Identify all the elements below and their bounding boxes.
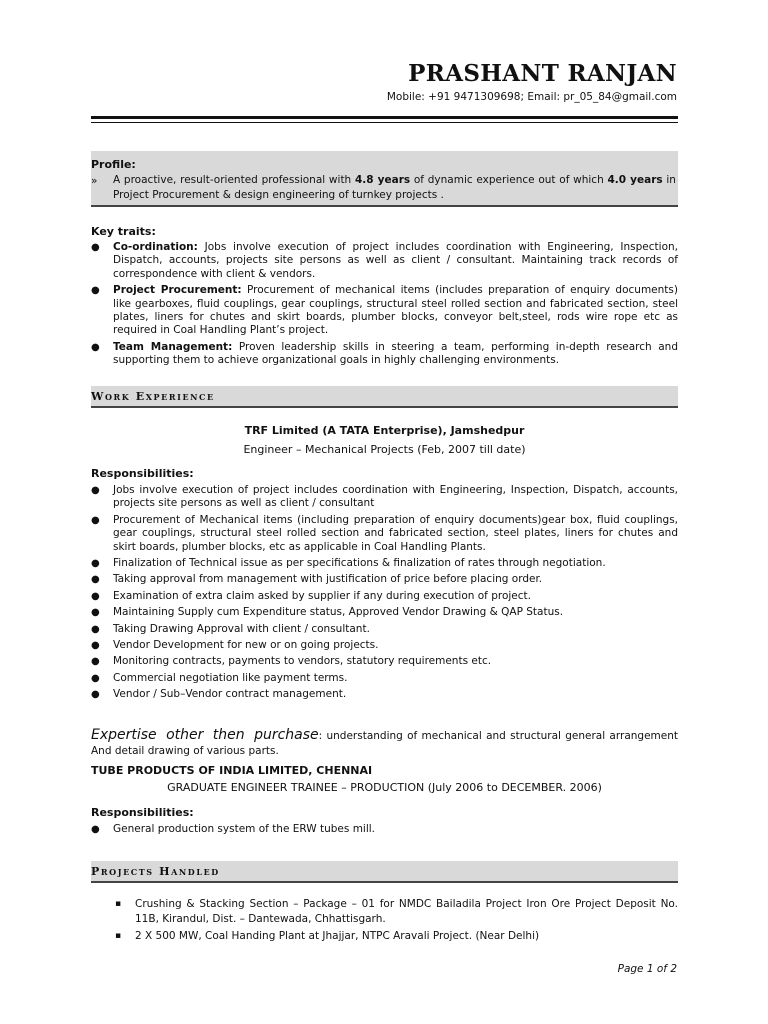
list-item — [91, 623, 678, 636]
projects-heading: Projects Handled — [91, 865, 220, 878]
expertise-paragraph — [91, 728, 678, 759]
responsibility-text: Vendor / Sub–Vendor contract management. — [113, 688, 347, 701]
responsibilities-title-2: Responsibilities: — [91, 806, 194, 819]
expertise-text: : understanding of mechanical and structural general arrangement And detail drawing of various parts. — [91, 730, 678, 757]
bullet-icon: ● — [91, 341, 100, 353]
bullet-icon: ● — [91, 607, 100, 619]
responsibilities-list — [91, 484, 678, 702]
projects-banner — [91, 861, 678, 883]
bullet-icon: ● — [91, 285, 100, 297]
responsibilities-list-2 — [91, 823, 678, 836]
list-item — [91, 688, 678, 701]
bullet-icon: ● — [91, 590, 100, 602]
bullet-icon: ● — [91, 623, 100, 635]
responsibility-text: Monitoring contracts, payments to vendors, statutory requirements etc. — [113, 655, 492, 668]
list-item — [91, 672, 678, 685]
profile-text-part: A proactive, result-oriented professional with — [113, 174, 355, 186]
responsibility-text: General production system of the ERW tubes mill. — [113, 823, 376, 835]
candidate-name: PRASHANT RANJAN — [408, 60, 677, 87]
work-experience-heading: Work Experience — [91, 390, 215, 403]
expertise-heading: Expertise other then purchase — [91, 727, 319, 743]
square-bullet-icon: ▪ — [115, 931, 122, 941]
trait-text: Jobs involve execution of project includes coordination with Engineering, Inspection, Dispatch, accounts, projects site persons as well as client / consultant. Maintaining track records of correspondence with client & vendors. — [113, 241, 678, 280]
trait-lead: Team Management: — [113, 340, 233, 353]
list-item — [91, 557, 678, 570]
list-item — [91, 897, 678, 927]
page-number: Page 1 of 2 — [617, 963, 677, 975]
profile-arrow-icon: » — [91, 175, 98, 187]
header-rule-thick — [91, 116, 678, 119]
header-rule-thin — [91, 122, 678, 123]
profile-years-procurement: 4.0 years — [607, 174, 663, 186]
bullet-icon: ● — [91, 574, 100, 586]
bullet-icon: ● — [91, 824, 100, 835]
responsibilities-title: Responsibilities: — [91, 467, 194, 480]
list-item — [91, 341, 678, 368]
trait-text: Proven leadership skills in steering a team, performing in-depth research and supporting them to achieve organizational goals in highly challenging environments. — [113, 340, 678, 367]
profile-text-part: of dynamic experience out of which — [410, 174, 608, 186]
company-name: TRF Limited (A TATA Enterprise), Jamshedpur — [244, 424, 525, 437]
job-role: Engineer – Mechanical Projects (Feb, 2007 till date) — [243, 443, 526, 456]
responsibility-text: Examination of extra claim asked by supplier if any during execution of project. — [113, 589, 531, 602]
bullet-icon: ● — [91, 242, 100, 253]
key-traits-list — [91, 241, 678, 368]
list-item — [91, 929, 678, 944]
responsibility-text: Taking Drawing Approval with client / consultant. — [113, 622, 370, 635]
list-item — [91, 639, 678, 652]
project-text: 2 X 500 MW, Coal Handing Plant at Jhajjar, NTPC Aravali Project. (Near Delhi) — [135, 930, 540, 942]
responsibility-text: Jobs involve execution of project includes coordination with Engineering, Inspection, Dispatch, accounts, projects site persons as well as client / consultant — [113, 484, 678, 510]
profile-text-part: in Project Procurement & design engineering of turnkey projects . — [113, 174, 676, 201]
list-item — [91, 606, 678, 619]
trait-lead: Project Procurement: — [113, 284, 242, 297]
key-traits-title: Key traits: — [91, 225, 156, 238]
company-name-2: TUBE PRODUCTS OF INDIA LIMITED, CHENNAI — [91, 764, 373, 777]
list-item — [91, 590, 678, 603]
responsibility-text: Vendor Development for new or on going projects. — [113, 639, 379, 652]
responsibility-text: Commercial negotiation like payment terms. — [113, 671, 348, 684]
profile-text — [113, 173, 676, 203]
list-item — [91, 655, 678, 668]
bullet-icon: ● — [91, 514, 100, 526]
list-item — [91, 284, 678, 338]
profile-years-total: 4.8 years — [354, 174, 411, 186]
list-item — [91, 514, 678, 554]
list-item — [91, 484, 678, 511]
bullet-icon: ● — [91, 485, 100, 496]
responsibility-text: Maintaining Supply cum Expenditure status, Approved Vendor Drawing & QAP Status. — [113, 606, 564, 619]
bullet-icon: ● — [91, 640, 100, 652]
trait-lead: Co-ordination: — [113, 241, 198, 253]
responsibility-text: Taking approval from management with justification of price before placing order. — [113, 573, 543, 586]
job-role-2: GRADUATE ENGINEER TRAINEE – PRODUCTION (July 2006 to DECEMBER. 2006) — [167, 781, 602, 794]
contact-line: Mobile: +91 9471309698; Email: pr_05_84@gmail.com — [386, 91, 677, 103]
bullet-icon: ● — [91, 558, 100, 570]
profile-title: Profile: — [91, 158, 136, 171]
projects-list — [91, 897, 678, 944]
bullet-icon: ● — [91, 689, 100, 701]
responsibility-text: Finalization of Technical issue as per specifications & finalization of rates through negotiation. — [113, 557, 606, 570]
list-item — [91, 241, 678, 281]
list-item — [91, 573, 678, 586]
trait-text: Procurement of mechanical items (includes preparation of enquiry documents) like gearboxes, fluid couplings, gear couplings, structural steel rolled section and fabricated section, steel plates, liners for chutes and skirt boards, plumber blocks, conveyor belt,steel, rods wire rope etc as required in Coal Handling Plant’s project. — [113, 284, 678, 337]
responsibility-text: Procurement of Mechanical items (including preparation of enquiry documents)gear box, fluid couplings, gear couplings, structural steel rolled section and fabricated section, steel plates, liners for chutes and skirt boards, plumber blocks, etc as applicable in Coal Handling Plants. — [113, 513, 678, 553]
work-experience-banner — [91, 386, 678, 408]
bullet-icon: ● — [91, 656, 100, 668]
project-text: Crushing & Stacking Section – Package – 01 for NMDC Bailadila Project Iron Ore Project Deposit No. 11B, Kirandul, Dist. – Dantewada, Chhattisgarh. — [135, 898, 678, 925]
bullet-icon: ● — [91, 672, 100, 684]
square-bullet-icon: ▪ — [115, 899, 122, 909]
list-item — [91, 823, 678, 836]
profile-section — [91, 151, 678, 207]
